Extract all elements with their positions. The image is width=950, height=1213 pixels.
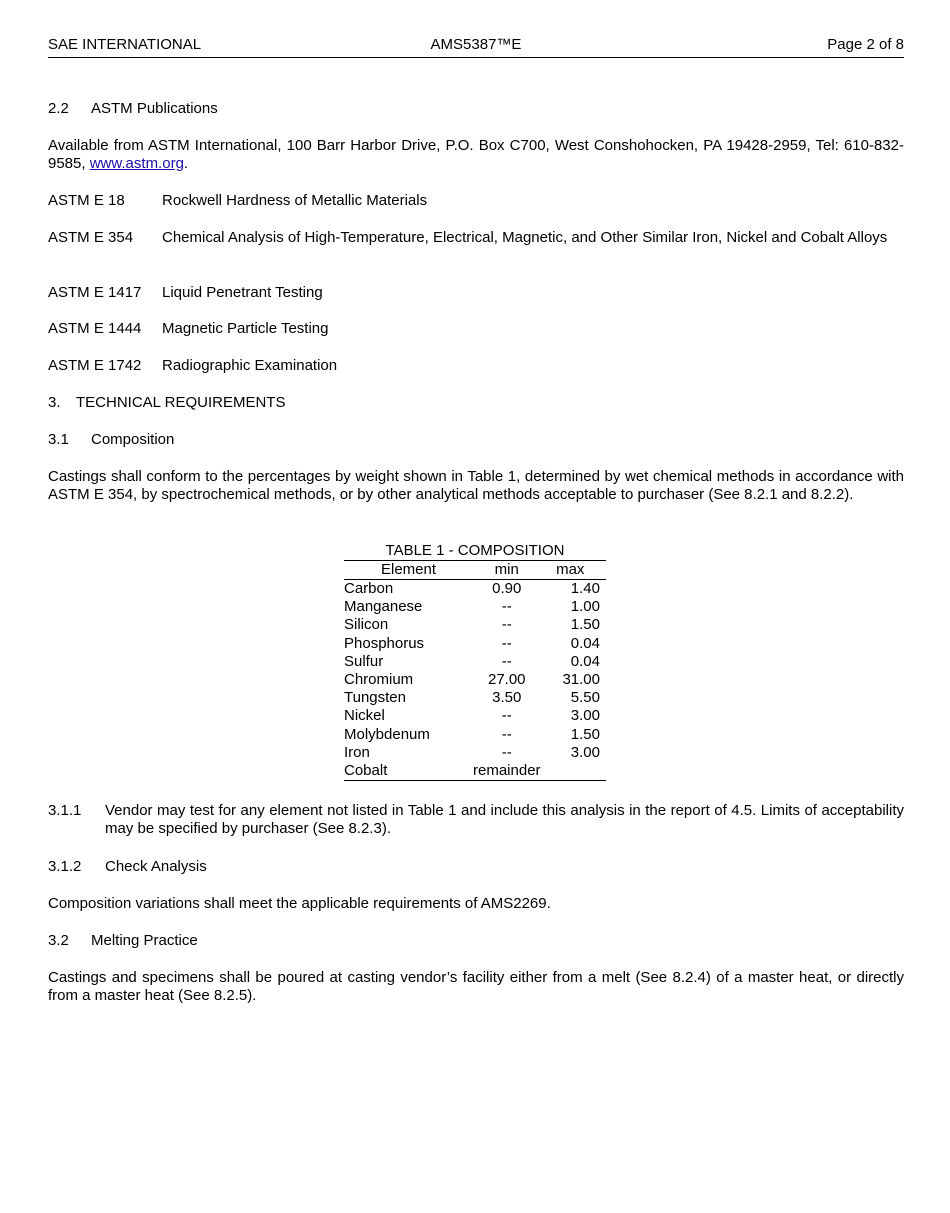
section-number: 3.1.2 bbox=[48, 858, 82, 875]
cell-max: 1.50 bbox=[570, 616, 600, 634]
cell-element: Phosphorus bbox=[344, 634, 425, 652]
reference-code: ASTM E 1444 bbox=[48, 320, 142, 337]
section-title: TECHNICAL REQUIREMENTS bbox=[76, 394, 286, 411]
cell-max: 3.00 bbox=[570, 743, 600, 761]
cell-element: Iron bbox=[344, 743, 370, 761]
cell-max: 1.50 bbox=[570, 725, 600, 743]
section-3-1-2-heading bbox=[48, 858, 904, 876]
cell-min: -- bbox=[501, 598, 512, 616]
cell-max: 0.04 bbox=[570, 634, 600, 652]
section-number: 3.2 bbox=[48, 932, 69, 949]
section-text: Vendor may test for any element not listed in Table 1 and include this analysis in the report of 4.5. Limits of acceptability may be specified by purchaser (See 8.2.3). bbox=[105, 802, 904, 837]
cell-max: 0.04 bbox=[570, 652, 600, 670]
reference-code: ASTM E 1742 bbox=[48, 357, 142, 374]
cell-max: 5.50 bbox=[570, 689, 600, 707]
section-3-1-heading bbox=[48, 431, 904, 449]
reference-title: Chemical Analysis of High-Temperature, Electrical, Magnetic, and Other Similar Iron, Nickel and Cobalt Alloys bbox=[162, 229, 888, 246]
cell-min: -- bbox=[501, 634, 512, 652]
header-page-number: Page 2 of 8 bbox=[827, 36, 904, 53]
cell-min: -- bbox=[501, 652, 512, 670]
section-title: Melting Practice bbox=[91, 932, 198, 949]
cell-min: -- bbox=[501, 707, 512, 725]
cell-min: -- bbox=[501, 743, 512, 761]
cell-min: -- bbox=[501, 616, 512, 634]
section-number: 3. bbox=[48, 394, 61, 411]
table-header-row bbox=[344, 561, 606, 580]
cell-element: Manganese bbox=[344, 598, 423, 616]
table-row bbox=[344, 689, 606, 707]
astm-address-paragraph bbox=[48, 137, 904, 173]
column-header-max: max bbox=[541, 561, 606, 580]
column-header-min: min bbox=[473, 561, 541, 580]
paragraph-text: Available from ASTM International, 100 Barr Harbor Drive, P.O. Box C700, West Conshohocken, PA 19428-2959, Tel: 610-832-9585, bbox=[48, 137, 904, 172]
table-row bbox=[344, 707, 606, 725]
section-title: Composition bbox=[91, 431, 175, 448]
header-document-id: AMS5387™E bbox=[430, 36, 522, 53]
table-row bbox=[344, 726, 606, 744]
reference-code: ASTM E 18 bbox=[48, 192, 125, 209]
cell-min: remainder bbox=[473, 761, 541, 779]
section-number: 3.1.1 bbox=[48, 802, 82, 819]
astm-website-link[interactable]: www.astm.org bbox=[89, 155, 184, 172]
table-row bbox=[344, 744, 606, 762]
reference-title: Radiographic Examination bbox=[162, 357, 338, 374]
table-row bbox=[344, 598, 606, 616]
reference-title: Rockwell Hardness of Metallic Materials bbox=[162, 192, 428, 209]
table-row bbox=[344, 653, 606, 671]
paragraph-end: . bbox=[183, 155, 189, 172]
section-number: 3.1 bbox=[48, 431, 69, 448]
section-3-heading bbox=[48, 394, 904, 412]
reference-code: ASTM E 354 bbox=[48, 229, 134, 246]
cell-element: Silicon bbox=[344, 616, 389, 634]
cell-element: Tungsten bbox=[344, 689, 406, 707]
cell-min: 3.50 bbox=[492, 689, 522, 707]
check-analysis-paragraph: Composition variations shall meet the applicable requirements of AMS2269. bbox=[48, 895, 551, 912]
table-row bbox=[344, 762, 606, 781]
table-row bbox=[344, 671, 606, 689]
reference-title: Magnetic Particle Testing bbox=[162, 320, 329, 337]
table-title: TABLE 1 - COMPOSITION bbox=[344, 542, 606, 561]
page-header bbox=[48, 36, 904, 58]
composition-table bbox=[344, 542, 606, 781]
table-row bbox=[344, 616, 606, 634]
cell-min: -- bbox=[501, 725, 512, 743]
table-row bbox=[344, 580, 606, 599]
cell-element: Carbon bbox=[344, 580, 394, 598]
composition-paragraph: Castings shall conform to the percentages by weight shown in Table 1, determined by wet chemical methods in accordance with ASTM E 354, by spectrochemical methods, or by other analytical methods acceptable to purchaser (See 8.2.1 and 8.2.2). bbox=[48, 468, 904, 503]
document-page bbox=[48, 36, 904, 1004]
cell-max: 31.00 bbox=[562, 671, 600, 689]
column-header-element: Element bbox=[344, 561, 473, 580]
cell-max: 1.40 bbox=[570, 580, 600, 598]
cell-max: 1.00 bbox=[570, 598, 600, 616]
cell-min: 27.00 bbox=[487, 671, 526, 689]
section-title: ASTM Publications bbox=[91, 100, 218, 117]
cell-min: 0.90 bbox=[492, 580, 522, 598]
section-2-2-heading bbox=[48, 100, 904, 118]
cell-element: Nickel bbox=[344, 707, 385, 725]
header-organization: SAE INTERNATIONAL bbox=[48, 36, 202, 53]
melting-practice-paragraph: Castings and specimens shall be poured at casting vendor’s facility either from a melt (See 8.2.4) of a master heat, or directly from a master heat (See 8.2.5). bbox=[48, 969, 904, 1004]
reference-code: ASTM E 1417 bbox=[48, 284, 142, 301]
cell-max bbox=[541, 762, 606, 781]
cell-element: Molybdenum bbox=[344, 725, 430, 743]
section-3-2-heading bbox=[48, 932, 904, 950]
reference-title: Liquid Penetrant Testing bbox=[162, 284, 323, 301]
cell-element: Cobalt bbox=[344, 762, 473, 781]
cell-max: 3.00 bbox=[570, 707, 600, 725]
cell-element: Chromium bbox=[344, 671, 414, 689]
section-number: 2.2 bbox=[48, 100, 69, 117]
section-title: Check Analysis bbox=[105, 858, 207, 875]
table-row bbox=[344, 635, 606, 653]
cell-element: Sulfur bbox=[344, 652, 384, 670]
